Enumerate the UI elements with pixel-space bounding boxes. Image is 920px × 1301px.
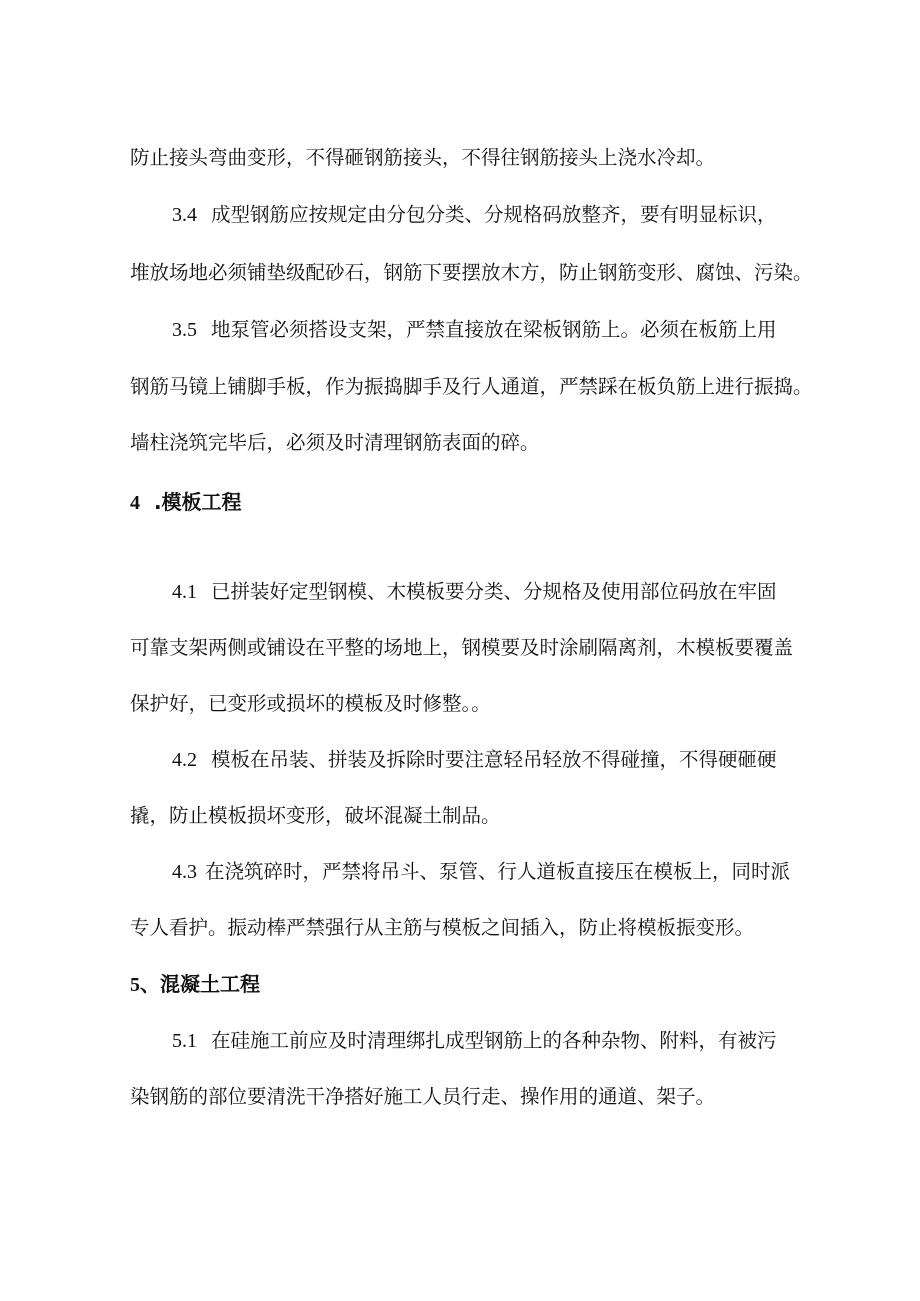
section-heading-4: [130, 490, 242, 515]
text: 模板在吊装、拼装及拆除时要注意轻吊轻放不得碰撞，不得硬砸硬: [211, 748, 777, 771]
clause-4-2: [172, 748, 777, 772]
paragraph-line: [130, 804, 501, 828]
text: 在浇筑碎时，严禁将吊斗、泵管、行人道板直接压在模板上，同时派: [205, 860, 791, 883]
section-number: 5: [130, 974, 140, 996]
text: 防止接头弯曲变形，不得砸钢筋接头，不得往钢筋接头上浇水冷却。: [130, 146, 716, 169]
text: 已拼装好定型钢模、木模板要分类、分规格及使用部位码放在牢固: [211, 580, 777, 603]
clause-number: 4.1: [172, 581, 197, 603]
paragraph-line: [130, 916, 754, 940]
text: 地泵管必须搭设支架，严禁直接放在梁板钢筋上。必须在板筋上用: [211, 318, 777, 341]
text: 在硅施工前应及时清理绑扎成型钢筋上的各种杂物、附料，有被污: [211, 1029, 777, 1052]
clause-4-1: [172, 580, 777, 604]
clause-number: 3.5: [172, 319, 197, 341]
text: 保护好，已变形或损坏的模板及时修整。。: [130, 692, 491, 715]
section-title: .模板工程: [153, 490, 242, 514]
text: 堆放场地必须铺垫级配砂石，钢筋下要摆放木方，防止钢筋变形、腐蚀、污染。: [130, 261, 813, 284]
paragraph-line: [130, 146, 715, 170]
clause-number: 4.3: [172, 861, 197, 883]
section-number: 4: [130, 492, 140, 514]
text: 墙柱浇筑完毕后，必须及时清理钢筋表面的碎。: [130, 431, 540, 454]
clause-3-4: [172, 203, 777, 227]
text: 钢筋马镜上铺脚手板，作为振捣脚手及行人通道，严禁踩在板负筋上进行振捣。: [130, 375, 813, 398]
paragraph-line: [130, 431, 540, 455]
text: 成型钢筋应按规定由分包分类、分规格码放整齐，要有明显标识，: [211, 203, 777, 226]
paragraph-line: [130, 1085, 715, 1109]
paragraph-line: [130, 692, 491, 716]
clause-number: 3.4: [172, 204, 197, 226]
text: 可靠支架两侧或铺设在平整的场地上，钢模要及时涂刷隔离剂，木模板要覆盖: [130, 636, 794, 659]
clause-number: 5.1: [172, 1030, 197, 1052]
paragraph-line: [130, 261, 813, 285]
text: 撬，防止模板损坏变形，破坏混凝土制品。: [130, 804, 501, 827]
text: 专人看护。振动棒严禁强行从主筋与模板之间插入，防止将模板振变形。: [130, 916, 755, 939]
clause-number: 4.2: [172, 749, 197, 771]
clause-3-5: [172, 318, 777, 342]
clause-5-1: [172, 1029, 777, 1053]
paragraph-line: [130, 636, 793, 660]
clause-4-3: [172, 860, 790, 884]
text: 染钢筋的部位要清洗干净搭好施工人员行走、操作用的通道、架子。: [130, 1085, 716, 1108]
paragraph-line: [130, 375, 813, 399]
section-heading-5: [130, 972, 260, 997]
section-title: 、混凝土工程: [140, 972, 260, 996]
